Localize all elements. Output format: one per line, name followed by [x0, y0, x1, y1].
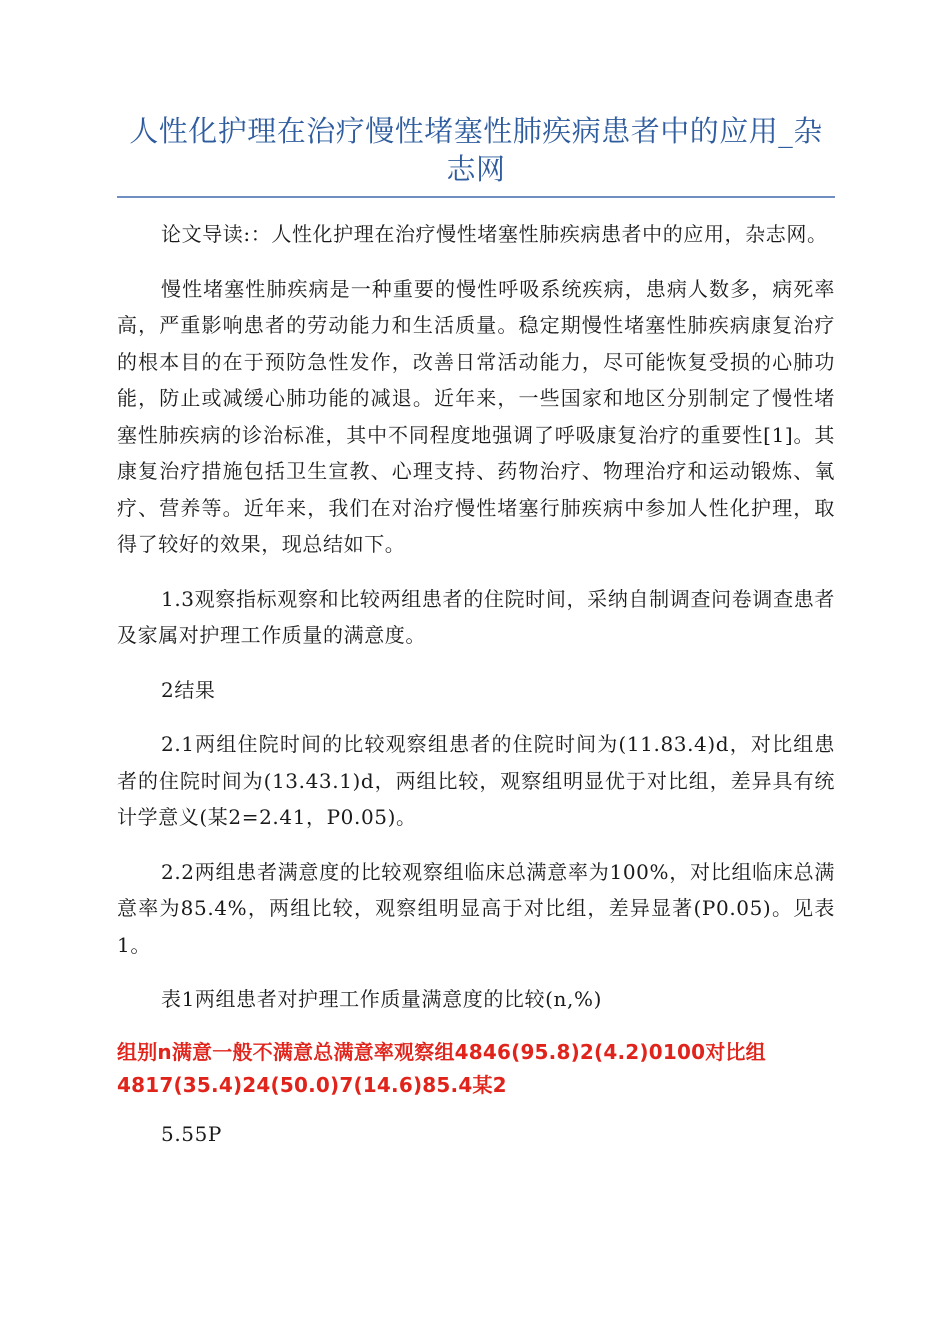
paragraph-abstract: 论文导读:：人性化护理在治疗慢性堵塞性肺疾病患者中的应用，杂志网。: [161, 222, 828, 246]
section-heading-results: 2结果: [161, 677, 216, 702]
document-page: [117, 112, 835, 1170]
paragraph-hospital-stay: 2.1两组住院时间的比较观察组患者的住院时间为(11.83.4)d，对比组患者的住院时间为(13.43.1)d，两组比较，观察组明显优于对比组，差异具有统计学意义(某2=2.41，P0.05)。: [117, 732, 835, 829]
paragraph-observation-indicators: 1.3观察指标观察和比较两组患者的住院时间，采纳自制调查问卷调查患者及家属对护理工作质量的满意度。: [117, 586, 835, 647]
paragraph-trailing: 5.55P: [161, 1121, 222, 1146]
table-caption: 表1两组患者对护理工作质量满意度的比较(n,%): [161, 987, 602, 1011]
title-divider: [117, 196, 835, 198]
table-content-text: 组别n满意一般不满意总满意率观察组4846(95.8)2(4.2)0100对比组4817(35.4)24(50.0)7(14.6)85.4某2: [117, 1039, 766, 1097]
paragraph-introduction: 慢性堵塞性肺疾病是一种重要的慢性呼吸系统疾病，患病人数多，病死率高，严重影响患者的劳动能力和生活质量。稳定期慢性堵塞性肺疾病康复治疗的根本目的在于预防急性发作，改善日常活动能力，尽可能恢复受损的心肺功能，防止或减缓心肺功能的减退。近年来，一些国家和地区分别制定了慢性堵塞性肺疾病的诊治标准，其中不同程度地强调了呼吸康复治疗的重要性[1]。其康复治疗措施包括卫生宣教、心理支持、药物治疗、物理治疗和运动锻炼、氧疗、营养等。近年来，我们在对治疗慢性堵塞行肺疾病中参加人性化护理，取得了较好的效果，现总结如下。: [117, 276, 835, 556]
paragraph-satisfaction: 2.2两组患者满意度的比较观察组临床总满意率为100%，对比组临床总满意率为85.4%，两组比较，观察组明显高于对比组，差异显著(P0.05)。见表1。: [117, 859, 835, 957]
document-title: 人性化护理在治疗慢性堵塞性肺疾病患者中的应用_杂志网: [129, 114, 823, 186]
